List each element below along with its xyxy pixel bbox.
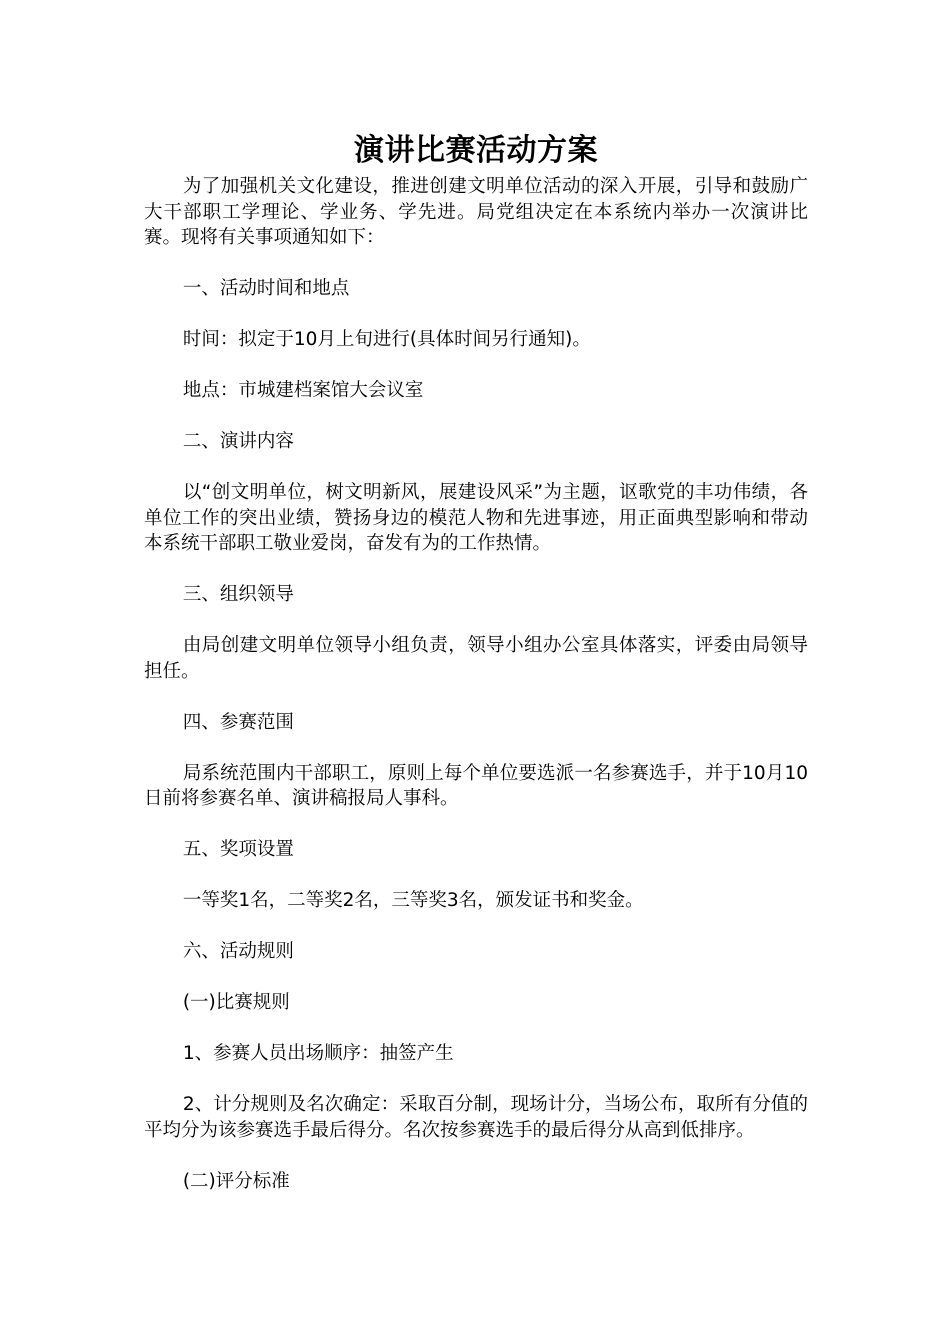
scope-paragraph: 局系统范围内干部职工，原则上每个单位要选派一名参赛选手，并于10月10日前将参赛名单、演讲稿报局人事科。 — [144, 762, 808, 809]
rule-item-1: 1、参赛人员出场顺序：抽签产生 — [182, 1043, 454, 1064]
rule-item-2: 2、计分规则及名次确定：采取百分制，现场计分，当场公布，取所有分值的平均分为该参赛选手最后得分。名次按参赛选手的最后得分从高到低排序。 — [144, 1094, 808, 1141]
document-page — [144, 128, 808, 1194]
content-paragraph: 以“创文明单位，树文明新风，展建设风采”为主题，讴歌党的丰功伟绩，各单位工作的突出业绩，赞扬身边的模范人物和先进事迹，用正面典型影响和带动本系统干部职工敬业爱岗，奋发有为的工作热情。 — [144, 482, 808, 554]
section-heading-content: 二、演讲内容 — [182, 431, 294, 452]
time-line: 时间：拟定于10月上旬进行(具体时间另行通知)。 — [182, 329, 591, 350]
document-title: 演讲比赛活动方案 — [354, 133, 598, 168]
section-heading-awards: 五、奖项设置 — [182, 839, 294, 860]
intro-paragraph: 为了加强机关文化建设，推进创建文明单位活动的深入开展，引导和鼓励广大干部职工学理论、学业务、学先进。局党组决定在本系统内举办一次演讲比赛。现将有关事项通知如下： — [144, 176, 808, 248]
subsection-heading-competition-rules: (一)比赛规则 — [182, 992, 290, 1013]
section-heading-time-place: 一、活动时间和地点 — [182, 278, 350, 299]
place-line: 地点：市城建档案馆大会议室 — [182, 380, 424, 401]
subsection-heading-scoring-criteria: (二)评分标准 — [182, 1170, 290, 1192]
organization-paragraph: 由局创建文明单位领导小组负责，领导小组办公室具体落实，评委由局领导担任。 — [144, 635, 808, 682]
awards-paragraph: 一等奖1名，二等奖2名，三等奖3名，颁发证书和奖金。 — [182, 890, 644, 911]
section-heading-scope: 四、参赛范围 — [182, 711, 294, 733]
section-heading-rules: 六、活动规则 — [182, 941, 294, 962]
section-heading-organization: 三、组织领导 — [182, 584, 294, 605]
